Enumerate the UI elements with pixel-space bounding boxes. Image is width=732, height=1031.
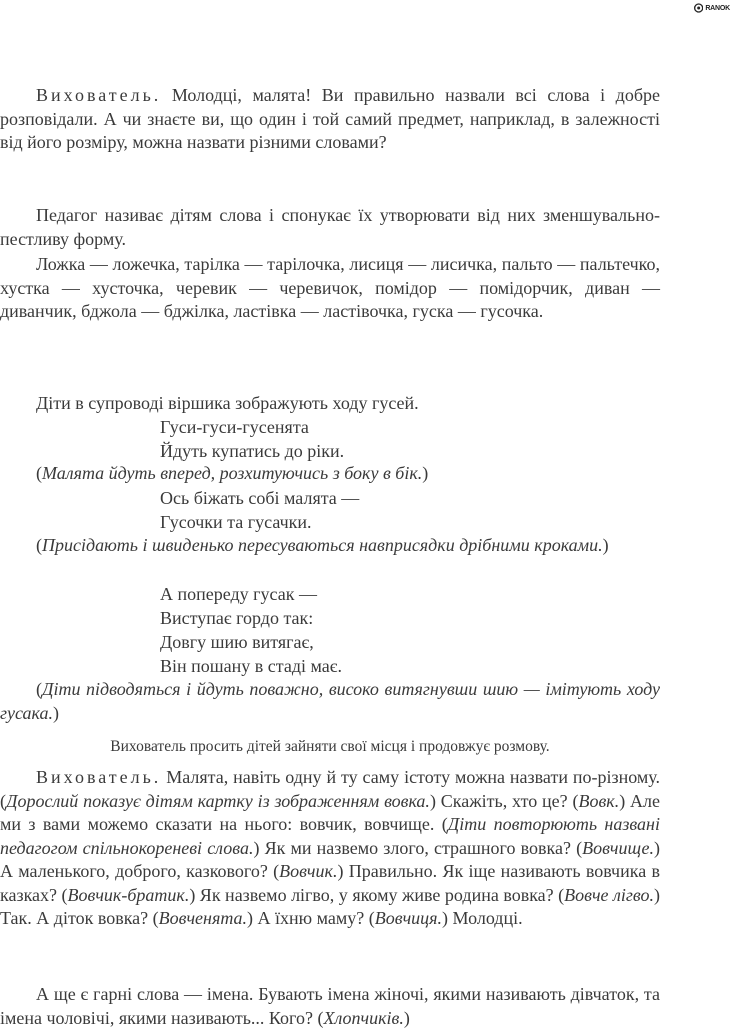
paragraph-names: А ще є гарні слова — імена. Бувають імена жіночі, якими називають дівчаток, та імена чоловічі, якими називають... Кого? (Хлопчиків.) bbox=[0, 984, 660, 1028]
verse-line: Гусочки та гусачки. bbox=[160, 512, 312, 532]
stage-direction: (Присідають і швиденько пересуваються навприсядки дрібними кроками.) bbox=[36, 535, 609, 555]
verse-line: Він пошану в стаді має. bbox=[160, 656, 342, 676]
speaker-label: Вихователь. bbox=[36, 85, 162, 105]
verse-line: Виступає гордо так: bbox=[160, 608, 314, 628]
stage-direction: (Діти підводяться і йдуть поважно, високо витягнувши шию — імітують ходу гусака.) bbox=[0, 679, 660, 723]
logo-text: RANOK bbox=[705, 4, 730, 12]
stage-direction-text: Малята йдуть вперед, розхитуючись з боку в бік. bbox=[42, 463, 423, 483]
paragraph-teacher-instruction: Педагог називає дітям слова і спонукає їх утворювати від них зменшувально-пестливу форму. bbox=[0, 205, 660, 249]
verse-line: Ось біжать собі малята — bbox=[160, 488, 360, 508]
verse-line: А попереду гусак — bbox=[160, 584, 317, 604]
verse-line: Йдуть купатись до ріки. bbox=[160, 441, 345, 461]
stage-direction-text: Діти підводяться і йдуть поважно, високо витягнувши шию — імітують ходу гусака. bbox=[0, 679, 660, 723]
speaker-label: Вихователь. bbox=[36, 767, 162, 787]
stage-direction: (Малята йдуть вперед, розхитуючись з боку в бік.) bbox=[36, 463, 429, 483]
paragraph-wolf-dialogue: Вихователь. Малята, навіть одну й ту саму істоту можна назвати по-різному. (Дорослий показує дітям картку із зображенням вовка.) Скажіть, хто це? (Вовк.) Але ми з вами можемо сказати на нього: вовчик, вовчище. (Діти повторюють названі педагогом спільнокореневі слова.) Як ми назвемо злого, страшного вовка? (Вовчище.) А маленького, доброго, казкового? (Вовчик.) Правильно. Як іще називають вовчика в казках? (Вовчик-братик.) Як назвемо лігво, у якому живе родина вовка? (Вовче лігво.) Так. А діток вовка? (Вовченята.) А їхню маму? (Вовчиця.) Молодці. bbox=[0, 767, 661, 928]
verse-line: Гуси-гуси-гусенята bbox=[160, 417, 309, 437]
verse-line: Довгу шию витягає, bbox=[160, 632, 314, 652]
teacher-note: Вихователь просить дітей зайняти свої місця і продовжує розмову. bbox=[110, 738, 550, 755]
paragraph-word-pairs: Ложка — ложечка, тарілка — тарілочка, лисиця — лисичка, пальто — пальтечко, хустка — хусточка, черевик — черевичок, помідор — помідорчик, диван — диванчик, бджола — бджілка, ластівка — ластівочка, гуска — гусочка. bbox=[0, 254, 660, 321]
stage-direction-text: Присідають і швиденько пересуваються навприсядки дрібними кроками. bbox=[42, 535, 603, 555]
ranok-logo-icon bbox=[694, 3, 703, 13]
publisher-logo bbox=[694, 2, 730, 14]
paragraph-educator-intro bbox=[0, 84, 660, 155]
paragraph-verse-intro: Діти в супроводі віршика зображують ходу гусей. bbox=[36, 393, 419, 413]
paragraph-text: Молодці, малята! Ви правильно назвали всі слова і добре розповідали. А чи знаєте ви, що один і той самий предмет, наприклад, в залежності від його розміру, можна назвати різними словами? bbox=[0, 85, 660, 152]
